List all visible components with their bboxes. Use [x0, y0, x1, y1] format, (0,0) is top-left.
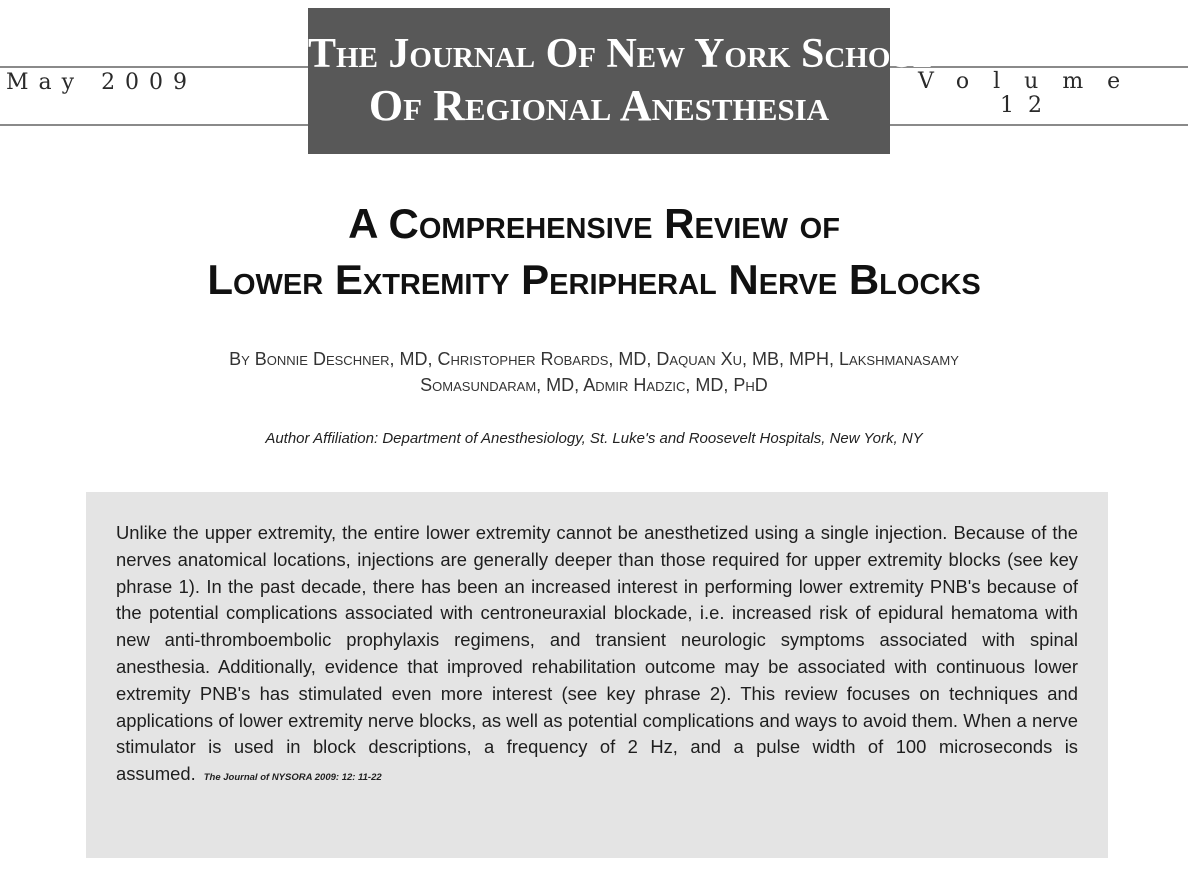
issue-date: May 2009	[6, 70, 198, 95]
volume-label: Volume	[918, 69, 1145, 94]
article-authors	[110, 346, 1078, 398]
abstract-text	[116, 520, 1078, 792]
author-affiliation: Author Affiliation: Department of Anesthesiology, St. Luke's and Roosevelt Hospitals, New York, NY	[265, 430, 923, 447]
volume-number: 12	[1000, 93, 1056, 118]
article-title-line1: A Comprehensive Review of	[348, 200, 840, 247]
journal-masthead	[308, 8, 933, 154]
journal-name-line1: The Journal Of New York School	[308, 31, 933, 77]
article-title	[0, 196, 1188, 308]
issue-volume	[918, 70, 1168, 118]
journal-citation: The Journal of NYSORA 2009: 12: 11-22	[203, 772, 382, 784]
authors-line1: By Bonnie Deschner, MD, Christopher Robards, MD, Daquan Xu, MB, MPH, Lakshmanasamy	[229, 349, 959, 369]
abstract-body: Unlike the upper extremity, the entire lower extremity cannot be anesthetized using a single injection. Because of the nerves anatomical locations, injections are generally deeper than those required for upper extremity blocks (see key phrase 1). In the past decade, there has been an increased interest in performing lower extremity PNB's because of the potential complications associated with centroneuraxial blockade, i.e. increased risk of epidural hematoma with new anti-thromboembolic prophylaxis regimens, and transient neurologic symptoms associated with spinal anesthesia. Additionally, evidence that improved rehabilitation outcome may be associated with continuous lower extremity PNB's has stimulated even more interest (see key phrase 2). This review focuses on techniques and applications of lower extremity nerve blocks, as well as potential complications and ways to avoid them. When a nerve stimulator is used in block descriptions, a frequency of 2 Hz, and a pulse width of 100 microseconds is assumed.	[116, 522, 1078, 785]
authors-line2: Somasundaram, MD, Admir Hadzic, MD, PhD	[420, 375, 768, 395]
article-title-line2: Lower Extremity Peripheral Nerve Blocks	[207, 256, 981, 303]
journal-name-line2: Of Regional Anesthesia	[368, 81, 830, 130]
